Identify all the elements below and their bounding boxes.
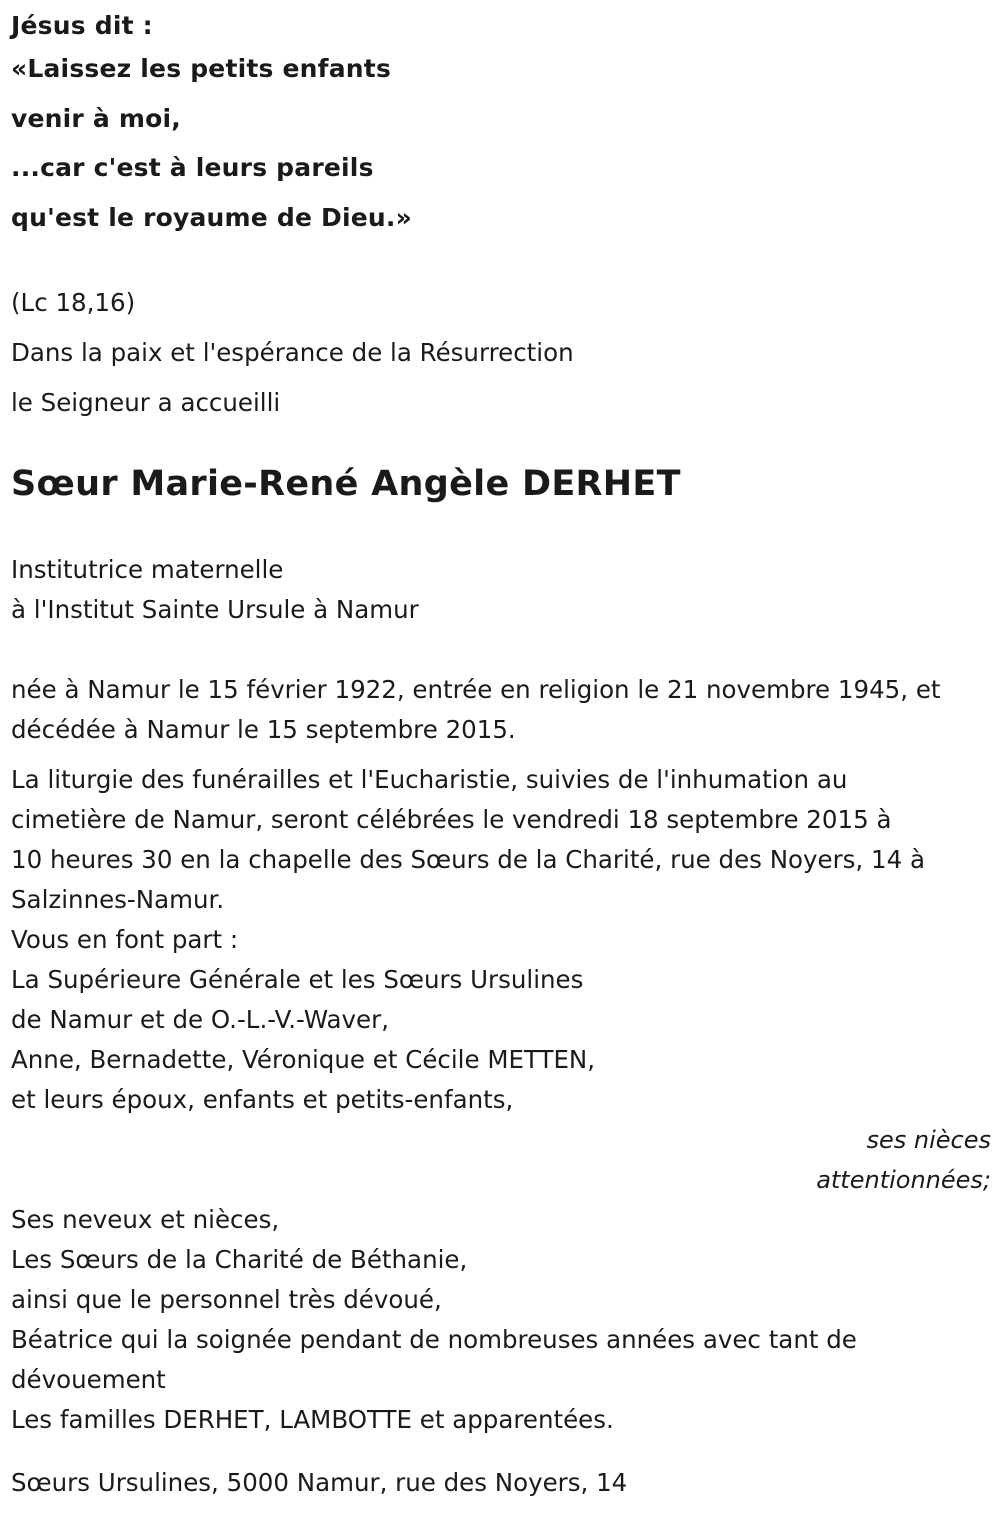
- announcer-line: Anne, Bernadette, Véronique et Cécile METTEN,: [11, 1045, 596, 1074]
- dates-line: décédée à Namur le 15 septembre 2015.: [11, 715, 516, 744]
- announcer-line: ainsi que le personnel très dévoué,: [11, 1285, 442, 1314]
- nieces-note: ses nièces: [866, 1126, 991, 1154]
- funeral-line: cimetière de Namur, seront célébrées le vendredi 18 septembre 2015 à: [11, 805, 892, 834]
- announcers-intro: Vous en font part :: [11, 925, 239, 954]
- life-dates: [11, 670, 991, 750]
- announcer-line: Ses neveux et nièces,: [11, 1205, 280, 1234]
- funeral-line: 10 heures 30 en la chapelle des Sœurs de la Charité, rue des Noyers, 14 à: [11, 845, 925, 874]
- bible-reference: (Lc 18,16): [11, 288, 136, 317]
- announcer-line: Les familles DERHET, LAMBOTTE et apparentées.: [11, 1405, 614, 1434]
- deceased-role: [11, 550, 991, 630]
- address: [11, 1463, 991, 1503]
- address-line: Sœurs Ursulines, 5000 Namur, rue des Noyers, 14: [11, 1468, 628, 1497]
- intro: [11, 278, 991, 428]
- nieces-note: attentionnées;: [816, 1166, 991, 1194]
- announcer-line: Les Sœurs de la Charité de Béthanie,: [11, 1245, 468, 1274]
- dates-line: née à Namur le 15 février 1922, entrée en religion le 21 novembre 1945, et: [11, 675, 941, 704]
- funeral-line: La liturgie des funérailles et l'Eucharistie, suivies de l'inhumation au: [11, 765, 848, 794]
- funeral-line: Salzinnes-Namur.: [11, 885, 225, 914]
- announcer-line: et leurs époux, enfants et petits-enfants,: [11, 1085, 514, 1114]
- role-line: Institutrice maternelle: [11, 555, 284, 584]
- bible-quote: [11, 12, 991, 242]
- announcer-line: La Supérieure Générale et les Sœurs Ursulines: [11, 965, 584, 994]
- announcer-line: dévouement: [11, 1365, 166, 1394]
- quote-line: Jésus dit :: [11, 11, 153, 40]
- intro-line: le Seigneur a accueilli: [11, 388, 281, 417]
- intro-line: Dans la paix et l'espérance de la Résurrection: [11, 338, 574, 367]
- quote-line: venir à moi,: [11, 103, 181, 133]
- quote-line: ...car c'est à leurs pareils: [11, 153, 374, 182]
- quote-line: «Laissez les petits enfants: [11, 54, 392, 83]
- deceased-name: Sœur Marie-René Angèle DERHET: [11, 464, 681, 504]
- role-line: à l'Institut Sainte Ursule à Namur: [11, 595, 419, 624]
- quote-line: qu'est le royaume de Dieu.»: [11, 202, 412, 232]
- announcer-line: Béatrice qui la soignée pendant de nombreuses années avec tant de: [11, 1325, 857, 1354]
- funeral-details: [11, 760, 991, 1440]
- announcer-line: de Namur et de O.-L.-V.-Waver,: [11, 1005, 389, 1034]
